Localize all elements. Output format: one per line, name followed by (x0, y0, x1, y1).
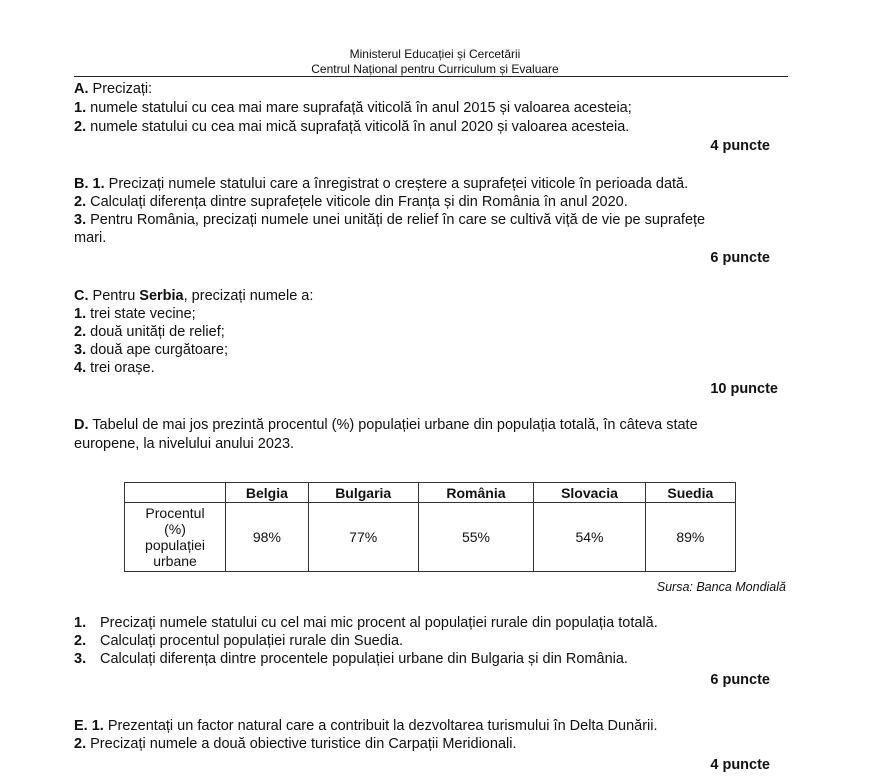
section-c-item-2: 2. două unități de relief; (74, 324, 225, 340)
section-b-item-1: B. 1. Precizați numele statului care a înregistrat o creștere a suprafeței viticole în perioada dată. (74, 176, 689, 192)
table-corner-cell (125, 483, 226, 503)
table-cell: 89% (645, 503, 735, 572)
section-c-points: 10 puncte (710, 381, 778, 397)
section-c-intro: C. Pentru Serbia, precizați numele a: (74, 288, 314, 304)
table-cell: 55% (418, 503, 534, 572)
section-c-item-1: 1. trei state vecine; (74, 306, 196, 322)
header-divider (74, 76, 788, 77)
table-col-header: Suedia (645, 483, 735, 503)
section-a-points: 4 puncte (710, 138, 770, 154)
table-cell: 77% (308, 503, 418, 572)
section-a-intro: A. Precizați: (74, 81, 153, 97)
section-b-item-3-cont: mari. (74, 230, 107, 246)
section-c-item-4: 4. trei orașe. (74, 360, 155, 376)
section-d-item-2: 2. Calculați procentul populației rurale din Suedia. (74, 633, 404, 649)
section-d-line-2: europene, la nivelului anului 2023. (74, 436, 295, 452)
header-ministry: Ministerul Educației și Cercetării (349, 47, 521, 61)
section-a-item-2: 2. numele statului cu cea mai mică suprafață viticolă în anul 2020 și valoarea acesteia. (74, 119, 630, 135)
table-col-header: Bulgaria (308, 483, 418, 503)
section-b-item-3: 3. Pentru România, precizați numele unei unități de relief în care se cultivă viță de vie pe suprafețe (74, 212, 706, 228)
urban-population-table (124, 482, 736, 572)
table-cell: 54% (534, 503, 645, 572)
section-c-item-3: 3. două ape curgătoare; (74, 342, 228, 358)
section-d-points: 6 puncte (710, 672, 770, 688)
section-b-item-2: 2. Calculați diferența dintre suprafețele viticole din Franța și din România în anul 2020. (74, 194, 628, 210)
table-col-header: Slovacia (534, 483, 645, 503)
table-row-label: Procentul (%) populației urbane (125, 503, 226, 572)
table-header-row (125, 483, 736, 503)
table-col-header: Belgia (226, 483, 309, 503)
section-b-points: 6 puncte (710, 250, 770, 266)
section-d-line-1: D. Tabelul de mai jos prezintă procentul (%) populației urbane din populația totală, în câteva state (74, 417, 698, 433)
header-center: Centrul Național pentru Curriculum și Evaluare (311, 62, 559, 76)
table-col-header: România (418, 483, 534, 503)
section-e-item-1: E. 1. Prezentați un factor natural care a contribuit la dezvoltarea turismului în Delta Dunării. (74, 718, 658, 734)
section-a-item-1: 1. numele statului cu cea mai mare suprafață viticolă în anul 2015 și valoarea acesteia; (74, 100, 632, 116)
table-source: Sursa: Banca Mondială (656, 580, 786, 594)
table-row (125, 503, 736, 572)
section-e-item-2: 2. Precizați numele a două obiective turistice din Carpații Meridionali. (74, 736, 517, 752)
table-cell: 98% (226, 503, 309, 572)
section-d-item-3: 3. Calculați diferența dintre procentele populației urbane din Bulgaria și din România. (74, 651, 628, 667)
section-d-item-1: 1. Precizați numele statului cu cel mai mic procent al populației rurale din populația totală. (74, 615, 658, 631)
section-e-points: 4 puncte (710, 757, 770, 773)
